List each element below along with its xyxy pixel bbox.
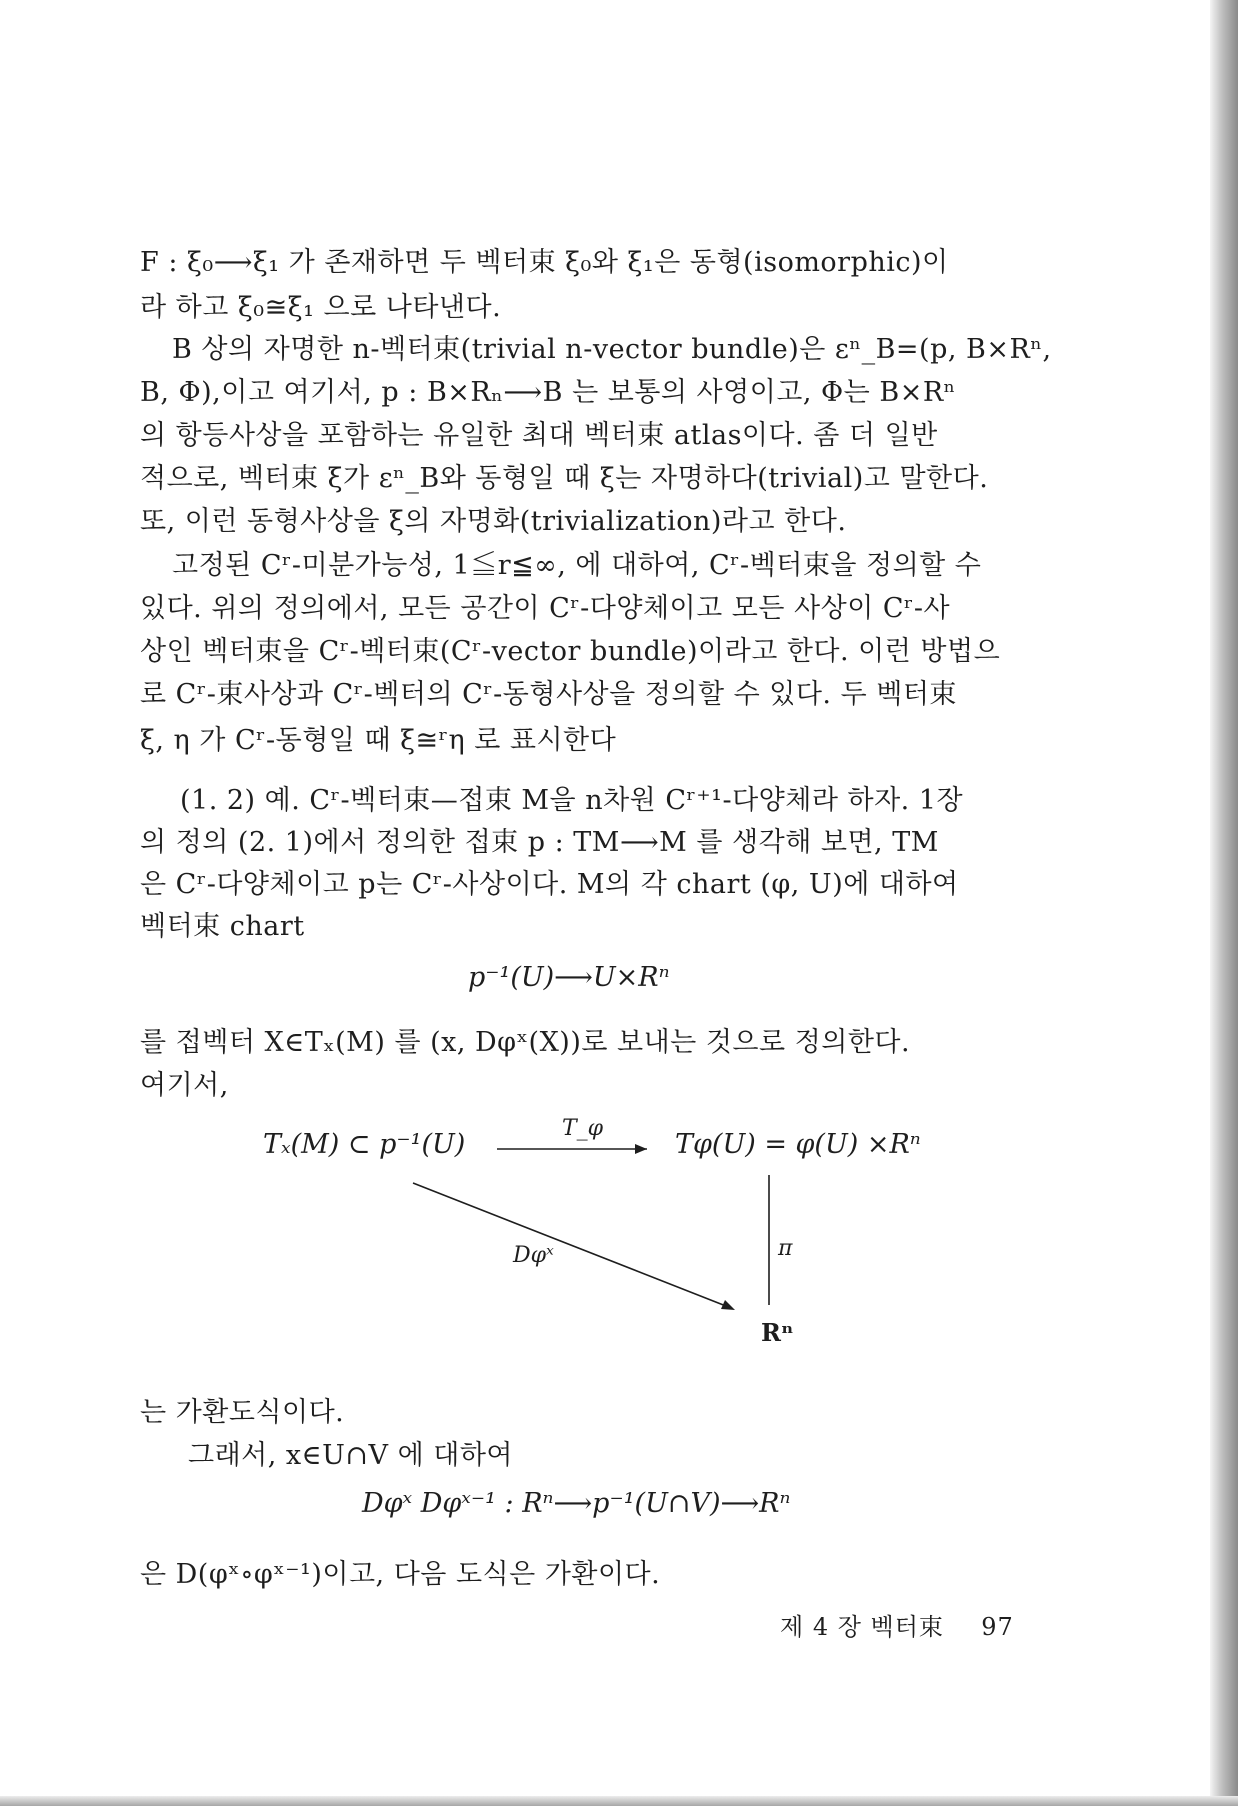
equation-chart-map: p⁻¹(U)⟶U×Rⁿ [468, 962, 670, 993]
text-line: 를 접벡터 X∈Tₓ(M) 를 (x, Dφˣ(X))로 보내는 것으로 정의한다. [140, 1027, 911, 1058]
text-line: B 상의 자명한 n-벡터束(trivial n-vector bundle)은 εⁿ_B=(p, B×Rⁿ, [172, 334, 1052, 365]
page-edge-right [1210, 0, 1238, 1806]
text-line: 벡터束 chart [140, 911, 305, 942]
text-line: 로 Cʳ-束사상과 Cʳ-벡터의 Cʳ-동형사상을 정의할 수 있다. 두 벡터束 [140, 679, 957, 710]
text-line: 있다. 위의 정의에서, 모든 공간이 Cʳ-다양체이고 모든 사상이 Cʳ-사 [140, 593, 951, 624]
text-line: ξ, η 가 Cʳ-동형일 때 ξ≅ʳη 로 표시한다 [140, 725, 617, 756]
example-heading-line: (1. 2) 예. Cʳ-벡터束—접束 M을 n차원 Cʳ⁺¹-다양체라 하자. 1장 [180, 785, 964, 816]
diagram-diagonal-arrow [413, 1183, 731, 1308]
text-line: 의 정의 (2. 1)에서 정의한 접束 p : TM⟶M 를 생각해 보면, TM [140, 827, 939, 858]
text-line: 또, 이런 동형사상을 ξ의 자명화(trivialization)라고 한다. [140, 506, 847, 537]
text-line: 그래서, x∈U∩V 에 대하여 [188, 1440, 513, 1471]
diagram-diagonal-label: Dφˣ [513, 1243, 554, 1268]
text-line: 적으로, 벡터束 ξ가 εⁿ_B와 동형일 때 ξ는 자명하다(trivial)고 말한다. [140, 463, 989, 494]
text-line: 은 D(φˣ∘φˣ⁻¹)이고, 다음 도식은 가환이다. [140, 1559, 661, 1590]
page-number: 97 [981, 1613, 1014, 1641]
diagram-top-arrow-label: T_φ [562, 1116, 604, 1141]
diagram-top-arrowhead [635, 1144, 647, 1154]
diagram-vertical-label: π [778, 1236, 793, 1261]
chapter-running-head: 제 4 장 벡터束 [780, 1613, 944, 1641]
diagram-top-left: Tₓ(M) ⊂ p⁻¹(U) [263, 1129, 466, 1160]
page-footer [780, 1607, 1014, 1642]
text-line: 고정된 Cʳ-미분가능성, 1≦r≦∞, 에 대하여, Cʳ-벡터束을 정의할 수 [172, 550, 982, 581]
text-line: 은 Cʳ-다양체이고 p는 Cʳ-사상이다. M의 각 chart (φ, U)에 대하여 [140, 869, 959, 900]
diagram-bottom: Rⁿ [761, 1318, 794, 1347]
commutative-diagram [255, 1105, 975, 1355]
text-line: 여기서, [140, 1070, 229, 1101]
diagram-diagonal-arrowhead [721, 1300, 735, 1310]
text-line: 라 하고 ξ₀≅ξ₁ 으로 나타낸다. [140, 292, 502, 323]
page-edge-bottom [0, 1796, 1238, 1806]
text-line: 상인 벡터束을 Cʳ-벡터束(Cʳ-vector bundle)이라고 한다. 이런 방법으 [140, 636, 1001, 667]
text-line: B, Φ),이고 여기서, p : B×Rₙ⟶B 는 보통의 사영이고, Φ는 B×Rⁿ [140, 377, 956, 408]
text-line: 는 가환도식이다. [140, 1397, 345, 1428]
equation-transition: Dφˣ Dφˣ⁻¹ : Rⁿ⟶p⁻¹(U∩V)⟶Rⁿ [362, 1488, 791, 1519]
text-line: 의 항등사상을 포함하는 유일한 최대 벡터束 atlas이다. 좀 더 일반 [140, 420, 938, 451]
text-line: F : ξ₀⟶ξ₁ 가 존재하면 두 벡터束 ξ₀와 ξ₁은 동형(isomorphic)이 [140, 247, 949, 278]
diagram-top-right: Tφ(U) = φ(U) ×Rⁿ [675, 1129, 921, 1160]
